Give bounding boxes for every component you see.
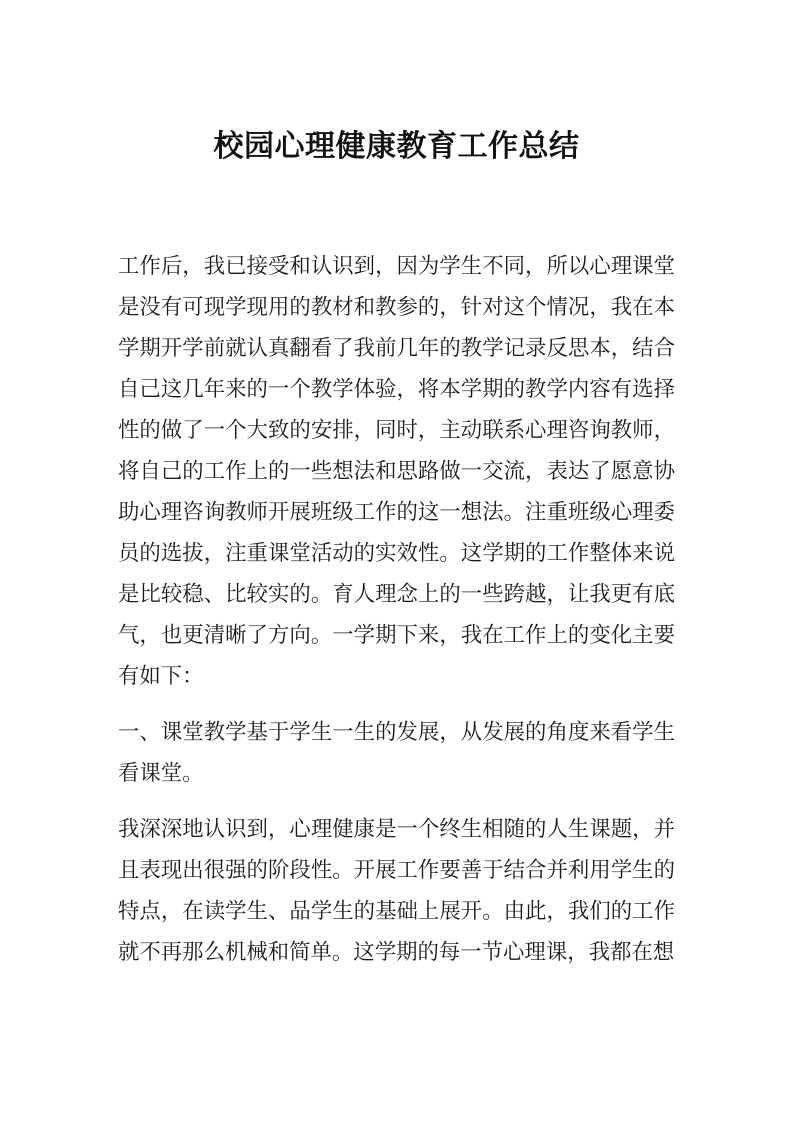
document-title: 校园心理健康教育工作总结 bbox=[213, 130, 580, 163]
paragraph-section-body-1: 我深深地认识到，心理健康是一个终生相随的人生课题，并且表现出很强的阶段性。开展工作要善于结合并利用学生的特点，在读学生、品学生的基础上展开。由此，我们的工作就不再那么机械和简单。这学期的每一节心理课，我都在想 bbox=[118, 817, 675, 964]
paragraph-section-heading-1: 一、课堂教学基于学生一生的发展，从发展的角度来看学生看课堂。 bbox=[118, 720, 675, 785]
paragraph-intro: 工作后，我已接受和认识到，因为学生不同，所以心理课堂是没有可现学现用的教材和教参的，针对这个情况，我在本学期开学前就认真翻看了我前几年的教学记录反思本，结合自己这几年来的一个教学体验，将本学期的教学内容有选择性的做了一个大致的安排，同时，主动联系心理咨询教师，将自己的工作上的一些想法和思路做一交流，表达了愿意协助心理咨询教师开展班级工作的这一想法。注重班级心理委员的选拔，注重课堂活动的实效性。这学期的工作整体来说是比较稳、比较实的。育人理念上的一些跨越，让我更有底气，也更清晰了方向。一学期下来，我在工作上的变化主要有如下： bbox=[118, 254, 675, 688]
document-body bbox=[118, 246, 675, 973]
